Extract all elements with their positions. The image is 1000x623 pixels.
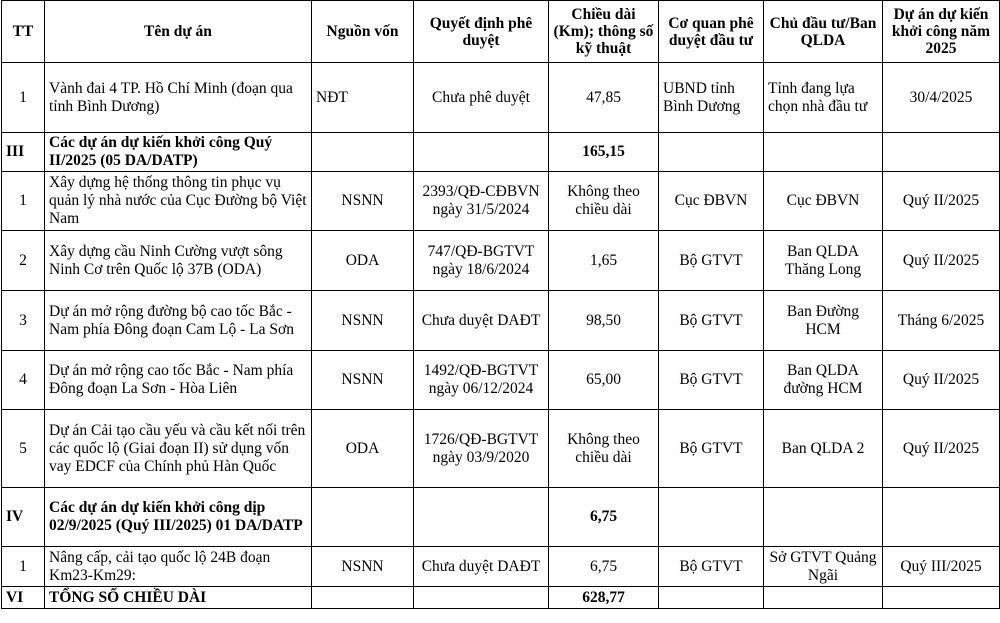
- cell-funding: NSNN: [312, 351, 414, 410]
- header-approver: Cơ quan phê duyệt đầu tư: [659, 1, 764, 63]
- cell-tt: IV: [2, 488, 45, 547]
- projects-table: [1, 0, 1000, 609]
- cell-funding: NĐT: [312, 63, 414, 133]
- total-row: [2, 587, 1000, 609]
- cell-funding: NSNN: [312, 547, 414, 587]
- header-investor: Chủ đầu tư/Ban QLDA: [764, 1, 883, 63]
- cell-start: Quý II/2025: [883, 231, 1000, 291]
- cell-start: Quý III/2025: [883, 547, 1000, 587]
- cell-funding: NSNN: [312, 291, 414, 351]
- header-tt: TT: [2, 1, 45, 63]
- cell-approver: Bộ GTVT: [659, 291, 764, 351]
- header-name: Tên dự án: [45, 1, 312, 63]
- cell-length: 47,85: [549, 63, 659, 133]
- table-row: [2, 63, 1000, 133]
- table-row: [2, 351, 1000, 410]
- cell-name: Xây dựng cầu Ninh Cường vượt sông Ninh Cơ trên Quốc lộ 37B (ODA): [45, 231, 312, 291]
- cell-tt: VI: [2, 587, 45, 609]
- cell-name: Xây dựng hệ thống thông tin phục vụ quản lý nhà nước của Cục Đường bộ Việt Nam: [45, 172, 312, 231]
- cell-name: Nâng cấp, cải tạo quốc lộ 24B đoạn Km23-Km29:: [45, 547, 312, 587]
- cell-length: Không theo chiều dài: [549, 410, 659, 488]
- cell-investor: Ban QLDA Thăng Long: [764, 231, 883, 291]
- cell-start: Tháng 6/2025: [883, 291, 1000, 351]
- cell-name: Vành đai 4 TP. Hồ Chí Minh (đoạn qua tỉnh Bình Dương): [45, 63, 312, 133]
- cell-tt: 3: [2, 291, 45, 351]
- cell-investor: Tỉnh đang lựa chọn nhà đầu tư: [764, 63, 883, 133]
- cell-tt: 1: [2, 547, 45, 587]
- cell-length: 65,00: [549, 351, 659, 410]
- cell-decision: Chưa duyệt DAĐT: [414, 547, 549, 587]
- cell-start: 30/4/2025: [883, 63, 1000, 133]
- cell-name: TỔNG SỐ CHIỀU DÀI: [45, 587, 312, 609]
- table-row: [2, 231, 1000, 291]
- header-row: [2, 1, 1000, 63]
- header-funding: Nguồn vốn: [312, 1, 414, 63]
- cell-investor: Cục ĐBVN: [764, 172, 883, 231]
- cell-decision: Chưa phê duyệt: [414, 63, 549, 133]
- cell-length: 98,50: [549, 291, 659, 351]
- header-start: Dự án dự kiến khởi công năm 2025: [883, 1, 1000, 63]
- cell-length: 628,77: [549, 587, 659, 609]
- cell-decision: 2393/QĐ-CĐBVN ngày 31/5/2024: [414, 172, 549, 231]
- cell-tt: 1: [2, 63, 45, 133]
- table-row: [2, 410, 1000, 488]
- cell-decision: 747/QĐ-BGTVT ngày 18/6/2024: [414, 231, 549, 291]
- cell-funding: ODA: [312, 231, 414, 291]
- table-row: [2, 291, 1000, 351]
- cell-decision: 1492/QĐ-BGTVT ngày 06/12/2024: [414, 351, 549, 410]
- header-decision: Quyết định phê duyệt: [414, 1, 549, 63]
- cell-funding: NSNN: [312, 172, 414, 231]
- table-row: [2, 547, 1000, 587]
- section-row: [2, 133, 1000, 172]
- cell-length: Không theo chiều dài: [549, 172, 659, 231]
- cell-decision: Chưa duyệt DAĐT: [414, 291, 549, 351]
- cell-length: 165,15: [549, 133, 659, 172]
- section-row: [2, 488, 1000, 547]
- cell-approver: UBND tỉnh Bình Dương: [659, 63, 764, 133]
- cell-tt: 5: [2, 410, 45, 488]
- cell-tt: 4: [2, 351, 45, 410]
- cell-length: 6,75: [549, 547, 659, 587]
- cell-start: Quý II/2025: [883, 410, 1000, 488]
- cell-approver: Cục ĐBVN: [659, 172, 764, 231]
- cell-name: Dự án mở rộng cao tốc Bắc - Nam phía Đông đoạn La Sơn - Hòa Liên: [45, 351, 312, 410]
- cell-funding: ODA: [312, 410, 414, 488]
- cell-approver: Bộ GTVT: [659, 547, 764, 587]
- cell-investor: Ban Đường HCM: [764, 291, 883, 351]
- cell-tt: 1: [2, 172, 45, 231]
- cell-name: Dự án Cải tạo cầu yếu và cầu kết nối trên các quốc lộ (Giai đoạn II) sử dụng vốn vay EDCF của Chính phủ Hàn Quốc: [45, 410, 312, 488]
- cell-start: Quý II/2025: [883, 351, 1000, 410]
- cell-name: Các dự án dự kiến khởi công dịp 02/9/2025 (Quý III/2025) 01 DA/DATP: [45, 488, 312, 547]
- cell-tt: III: [2, 133, 45, 172]
- cell-approver: Bộ GTVT: [659, 351, 764, 410]
- cell-approver: Bộ GTVT: [659, 410, 764, 488]
- cell-tt: 2: [2, 231, 45, 291]
- cell-decision: 1726/QĐ-BGTVT ngày 03/9/2020: [414, 410, 549, 488]
- cell-investor: Ban QLDA đường HCM: [764, 351, 883, 410]
- cell-name: Các dự án dự kiến khởi công Quý II/2025 (05 DA/DATP): [45, 133, 312, 172]
- header-length: Chiều dài (Km); thông số kỹ thuật: [549, 1, 659, 63]
- cell-investor: Sở GTVT Quảng Ngãi: [764, 547, 883, 587]
- cell-investor: Ban QLDA 2: [764, 410, 883, 488]
- cell-length: 1,65: [549, 231, 659, 291]
- cell-approver: Bộ GTVT: [659, 231, 764, 291]
- cell-name: Dự án mở rộng đường bộ cao tốc Bắc - Nam phía Đông đoạn Cam Lộ - La Sơn: [45, 291, 312, 351]
- cell-length: 6,75: [549, 488, 659, 547]
- table-row: [2, 172, 1000, 231]
- cell-start: Quý II/2025: [883, 172, 1000, 231]
